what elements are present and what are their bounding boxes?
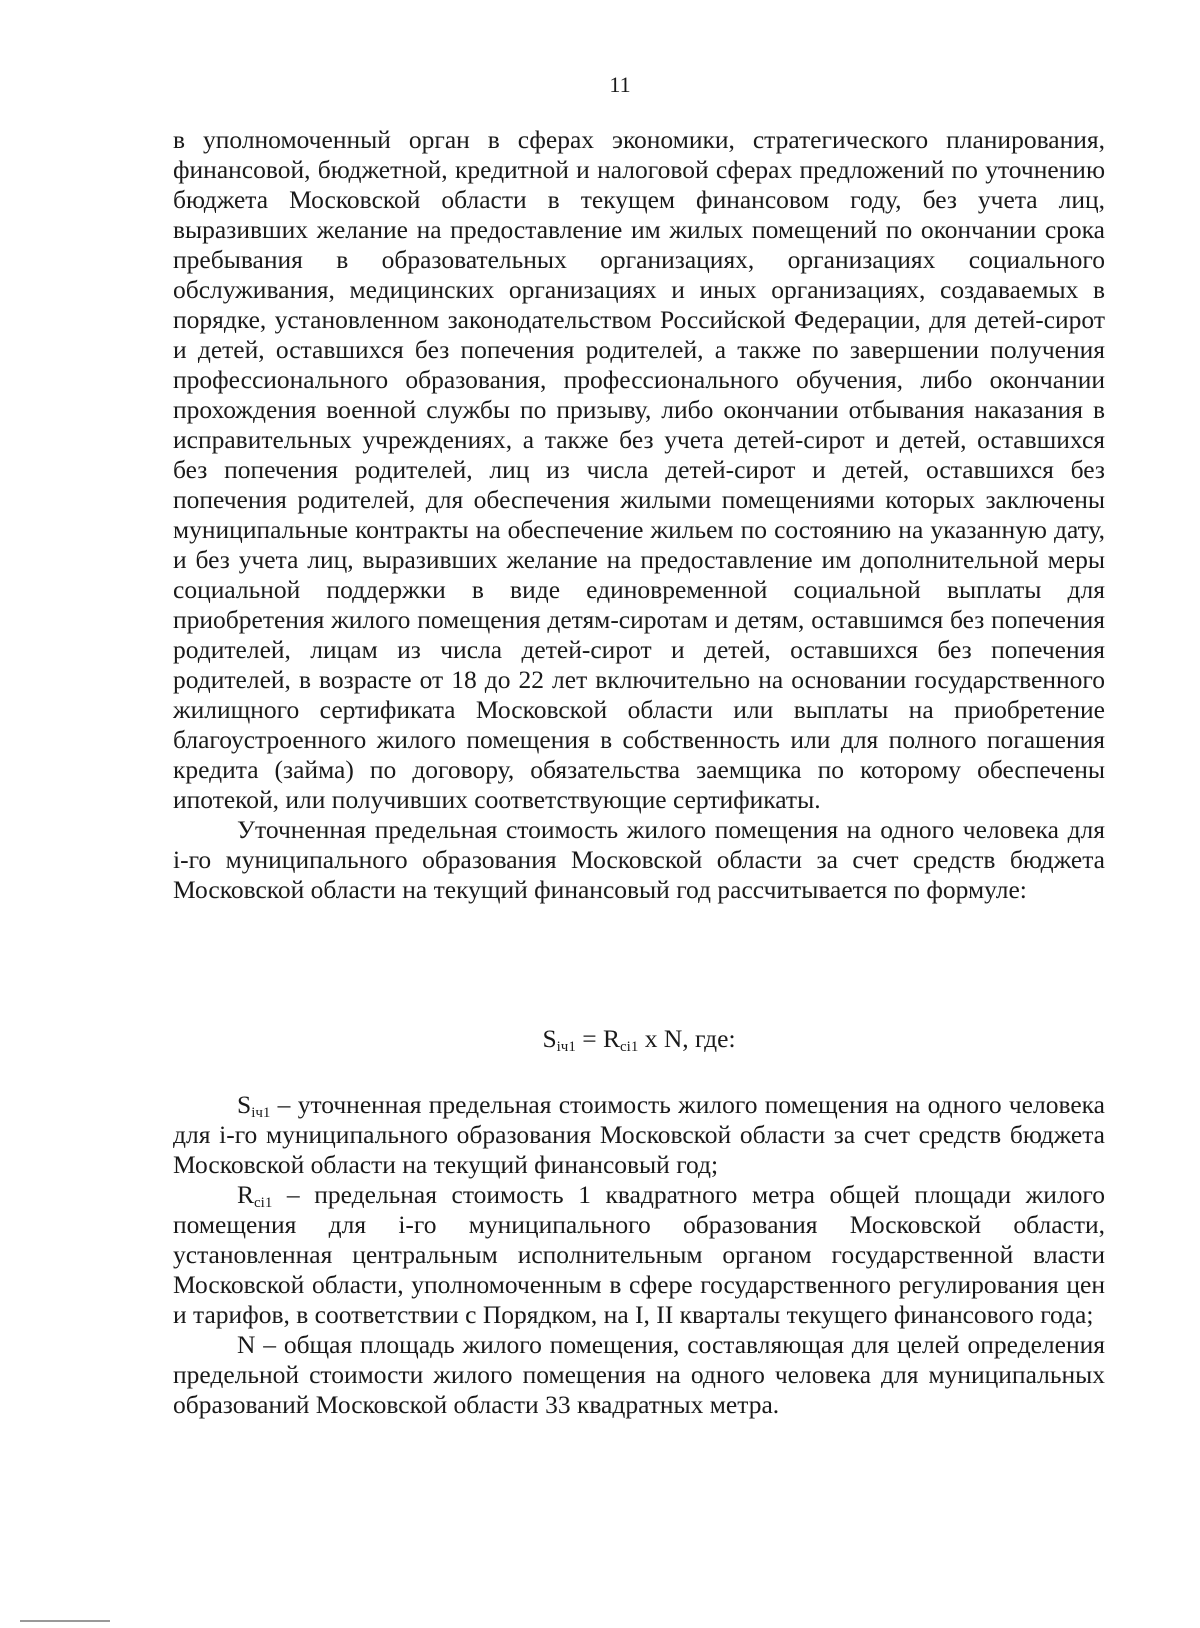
definition-s-text: – уточненная предельная стоимость жилого помещения на одного человека для i-го муниципального образования Московской области за счет средств бюджета Московской области на текущий финансовый год;: [173, 1090, 1105, 1179]
definition-n: N – общая площадь жилого помещения, составляющая для целей определения предельной стоимости жилого помещения на одного человека для муниципальных образований Московской области 33 квадратных метра.: [173, 1330, 1105, 1419]
definitions: [173, 1090, 1105, 1420]
formula-tail: x N, где:: [638, 1024, 736, 1053]
formula-r: R: [602, 1024, 620, 1053]
formula-s-subscript: iч1: [556, 1039, 576, 1055]
formula-r-subscript: ci1: [620, 1039, 639, 1055]
definition-r-subscript: ci1: [254, 1195, 273, 1211]
paragraph-continuation: в уполномоченный орган в сферах экономики, стратегического планирования, финансовой, бюджетной, кредитной и налоговой сферах предложений по уточнению бюджета Московской области в текущем финансовом году, без учета лиц, выразивших желание на предоставление им жилых помещений по окончании срока пребывания в образовательных организациях, организациях социального обслуживания, медицинских организациях и иных организациях, создаваемых в порядке, установленном законодательством Российской Федерации, для детей-сирот и детей, оставшихся без попечения родителей, а также по завершении получения профессионального образования, профессионального обучения, либо окончании прохождения военной службы по призыву, либо окончании отбывания наказания в исправительных учреждениях, а также без учета детей-сирот и детей, оставшихся без попечения родителей, лиц из числа детей-сирот и детей, оставшихся без попечения родителей, для обеспечения жилыми помещениями которых заключены муниципальные контракты на обеспечение жильем по состоянию на указанную дату, и без учета лиц, выразивших желание на предоставление им дополнительной меры социальной поддержки в виде единовременной социальной выплаты для приобретения жилого помещения детям-сиротам и детям, оставшимся без попечения родителей, лицам из числа детей-сирот и детей, оставшихся без попечения родителей, в возрасте от 18 до 22 лет включительно на основании государственного жилищного сертификата Московской области или выплаты на приобретение благоустроенного жилого помещения в собственность или для полного погашения кредита (займа) по договору, обязательства заемщика по которому обеспечены ипотекой, или получивших соответствующие сертификаты.: [173, 125, 1105, 814]
scan-edge-mark: [20, 1620, 110, 1622]
paragraph-formula-intro: Уточненная предельная стоимость жилого помещения на одного человека для i-го муниципального образования Московской области за счет средств бюджета Московской области на текущий финансовый год рассчитывается по формуле:: [173, 815, 1105, 904]
definition-s-symbol: S: [237, 1090, 252, 1119]
definition-r: [173, 1180, 1105, 1330]
body-text-top: [173, 125, 1105, 905]
page-number: 11: [609, 72, 631, 97]
definition-s: [173, 1090, 1105, 1180]
formula-equals: =: [575, 1024, 603, 1053]
formula-s: S: [542, 1024, 557, 1053]
formula: [173, 1024, 1105, 1054]
definition-r-symbol: R: [237, 1180, 255, 1209]
definition-s-subscript: iч1: [251, 1105, 271, 1121]
definition-r-text: – предельная стоимость 1 квадратного метра общей площади жилого помещения для i-го муниципального образования Московской области, установленная центральным исполнительным органом государственной власти Московской области, уполномоченным в сфере государственного регулирования цен и тарифов, в соответствии с Порядком, на I, II кварталы текущего финансового года;: [173, 1180, 1105, 1329]
